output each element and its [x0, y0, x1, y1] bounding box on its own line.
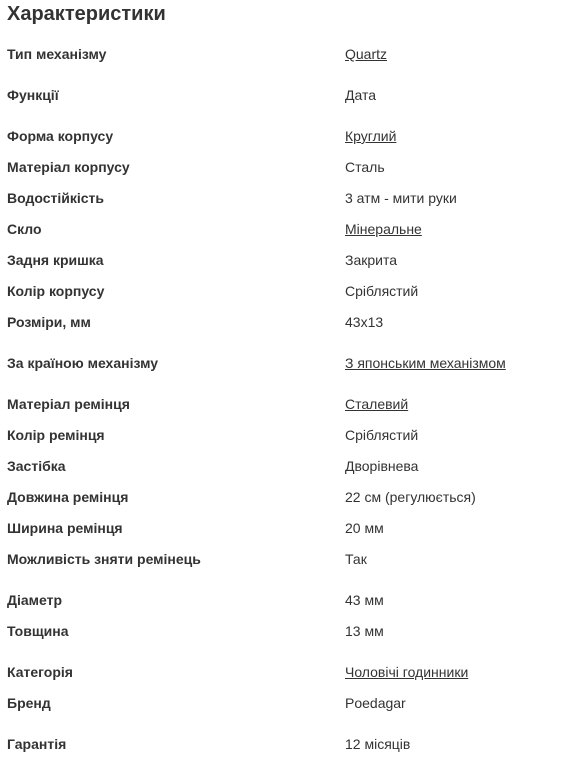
spec-row-strap-width	[0, 518, 582, 538]
spec-label: Колір ремінця	[7, 427, 105, 443]
spec-label: Колір корпусу	[7, 283, 105, 299]
spec-row-case-shape	[0, 126, 582, 146]
spec-value: Poedagar	[345, 695, 406, 711]
spec-label: Матеріал ремінця	[7, 396, 130, 412]
spec-value: 43x13	[345, 314, 384, 330]
spec-row-brand	[0, 693, 582, 713]
spec-row-diameter	[0, 590, 582, 610]
spec-value: Дворівнева	[345, 458, 419, 474]
spec-label: Ширина ремінця	[7, 520, 123, 536]
spec-value-link[interactable]: Чоловічі годинники	[345, 664, 469, 680]
spec-value-link[interactable]: Сталевий	[345, 396, 409, 412]
spec-row-strap-color	[0, 425, 582, 445]
spec-value: 13 мм	[345, 623, 384, 639]
spec-label: Товщина	[7, 623, 69, 639]
spec-row-case-material	[0, 157, 582, 177]
spec-row-removable-strap	[0, 549, 582, 569]
spec-value: Так	[345, 551, 367, 567]
spec-row-back-cover	[0, 250, 582, 270]
section-title: Характеристики	[7, 3, 166, 25]
spec-label: Розміри, мм	[7, 314, 91, 330]
spec-row-mechanism-type	[0, 44, 582, 64]
spec-label: Можливість зняти ремінець	[7, 551, 201, 567]
spec-value: Сталь	[345, 159, 385, 175]
spec-row-clasp	[0, 456, 582, 476]
spec-value-link[interactable]: Круглий	[345, 128, 397, 144]
spec-label: Довжина ремінця	[7, 489, 129, 505]
spec-label: Гарантія	[7, 736, 67, 752]
spec-value: Закрита	[345, 252, 398, 268]
spec-row-warranty	[0, 734, 582, 754]
spec-row-water-resistance	[0, 188, 582, 208]
spec-value-link[interactable]: З японським механізмом	[345, 355, 506, 371]
spec-label: Водостійкість	[7, 190, 105, 206]
spec-label: Діаметр	[7, 592, 63, 608]
spec-label: Бренд	[7, 695, 51, 711]
spec-value: 20 мм	[345, 520, 384, 536]
spec-label: Матеріал корпусу	[7, 159, 130, 175]
spec-value: Дата	[345, 87, 377, 103]
spec-value: Сріблястий	[345, 283, 419, 299]
spec-row-dimensions	[0, 312, 582, 332]
spec-value: 12 місяців	[345, 736, 411, 752]
spec-label: Категорія	[7, 664, 73, 680]
spec-label: Функції	[7, 87, 59, 103]
spec-label: Форма корпусу	[7, 128, 114, 144]
spec-label: Задня кришка	[7, 252, 104, 268]
spec-value: 43 мм	[345, 592, 384, 608]
spec-row-case-color	[0, 281, 582, 301]
spec-row-strap-material	[0, 394, 582, 414]
spec-row-category	[0, 662, 582, 682]
spec-row-strap-length	[0, 487, 582, 507]
spec-value: 22 см (регулюється)	[345, 489, 476, 505]
spec-label: Скло	[7, 221, 42, 237]
spec-row-mechanism-country	[0, 353, 582, 373]
spec-value-link[interactable]: Quartz	[345, 46, 388, 62]
spec-label: Застібка	[7, 458, 66, 474]
spec-value-link[interactable]: Мінеральне	[345, 221, 422, 237]
spec-row-functions	[0, 85, 582, 105]
spec-label: Тип механізму	[7, 46, 107, 62]
spec-label: За країною механізму	[7, 355, 159, 371]
spec-row-thickness	[0, 621, 582, 641]
spec-value: 3 атм - мити руки	[345, 190, 457, 206]
spec-value: Сріблястий	[345, 427, 419, 443]
spec-row-glass	[0, 219, 582, 239]
